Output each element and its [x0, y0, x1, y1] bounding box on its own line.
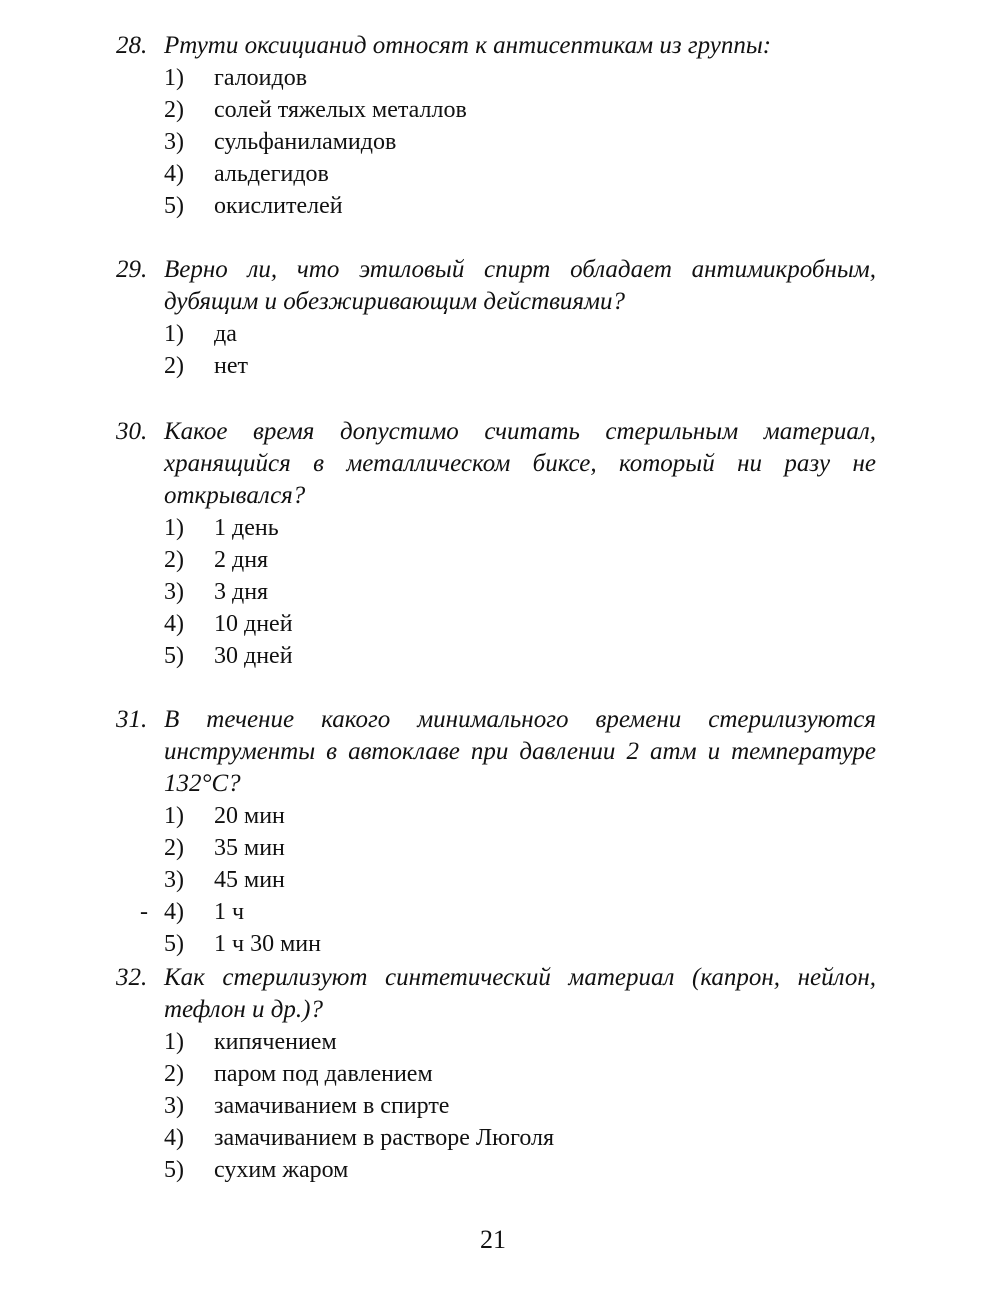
answer-mark: - [140, 899, 148, 925]
option-text: замачиванием в растворе Люголя [214, 1125, 555, 1151]
question-stem [116, 704, 876, 800]
option-text: 10 дней [214, 611, 293, 637]
question-text: Какое время допустимо считать стерильным материал, хранящийся в металлическом биксе, который ни разу не открывался? [164, 418, 876, 509]
answer-option [164, 62, 876, 94]
answer-options [140, 800, 876, 960]
option-number: 1) [164, 321, 184, 347]
answer-option [164, 158, 876, 190]
option-number: 2) [164, 835, 184, 861]
question-stem [116, 254, 876, 318]
option-text: солей тяжелых металлов [214, 97, 467, 123]
answer-option [140, 896, 876, 928]
answer-options [164, 512, 876, 672]
option-number: 1) [164, 803, 184, 829]
option-text: нет [214, 353, 248, 379]
answer-option [164, 350, 876, 382]
question-29 [116, 254, 876, 382]
answer-option [164, 126, 876, 158]
option-text: 1 ч 30 мин [214, 931, 321, 957]
option-number: 3) [164, 579, 184, 605]
option-number: 3) [164, 129, 184, 155]
option-text: сухим жаром [214, 1157, 349, 1183]
option-number: 4) [164, 161, 184, 187]
question-stem [116, 416, 876, 512]
question-text: Верно ли, что этиловый спирт обладает антимикробным, дубящим и обезжиривающим действиями? [164, 256, 876, 315]
option-text: окислителей [214, 193, 343, 219]
answer-options [164, 318, 876, 382]
option-text: 35 мин [214, 835, 285, 861]
option-number: 1) [164, 515, 184, 541]
option-text: альдегидов [214, 161, 329, 187]
question-text: Ртути оксицианид относят к антисептикам из группы: [164, 32, 772, 59]
question-stem [116, 962, 876, 1026]
option-text: да [214, 321, 237, 347]
question-number: 30. [116, 418, 148, 445]
question-28 [116, 30, 876, 222]
question-number: 28. [116, 32, 148, 59]
option-number: 4) [164, 1125, 184, 1151]
option-text: 30 дней [214, 643, 293, 669]
option-text: замачиванием в спирте [214, 1093, 450, 1119]
answer-option [164, 94, 876, 126]
option-text: 1 день [214, 515, 279, 541]
option-text: 45 мин [214, 867, 285, 893]
option-number: 1) [164, 1029, 184, 1055]
option-text: кипячением [214, 1029, 337, 1055]
answer-option [164, 1026, 876, 1058]
answer-option [164, 318, 876, 350]
page-number: 21 [480, 1225, 506, 1254]
option-number: 2) [164, 353, 184, 379]
answer-option [164, 190, 876, 222]
option-number: 2) [164, 1061, 184, 1087]
answer-option [164, 800, 876, 832]
answer-option [164, 1122, 876, 1154]
answer-option [164, 928, 876, 960]
option-number: 5) [164, 193, 184, 219]
option-number: 2) [164, 97, 184, 123]
question-stem [116, 30, 876, 62]
question-text: Как стерилизуют синтетический материал (капрон, нейлон, тефлон и др.)? [164, 964, 876, 1023]
option-text: 1 ч [214, 899, 245, 925]
option-number: 2) [164, 547, 184, 573]
question-text: В течение какого минимального времени стерилизуются инструменты в автоклаве при давлении 2 атм и температуре 132°С? [164, 706, 876, 797]
option-text: 2 дня [214, 547, 269, 573]
option-number: 5) [164, 643, 184, 669]
answer-options [164, 62, 876, 222]
answer-option [164, 512, 876, 544]
option-text: 3 дня [214, 579, 269, 605]
option-text: сульфаниламидов [214, 129, 397, 155]
answer-options [164, 1026, 876, 1186]
question-number: 31. [116, 706, 148, 733]
answer-option [164, 864, 876, 896]
option-number: 3) [164, 867, 184, 893]
answer-option [164, 832, 876, 864]
answer-option [164, 640, 876, 672]
answer-option [164, 1058, 876, 1090]
answer-option [164, 576, 876, 608]
option-number: 4) [164, 899, 184, 925]
option-number: 1) [164, 65, 184, 91]
option-number: 5) [164, 931, 184, 957]
question-30 [116, 416, 876, 672]
option-number: 4) [164, 611, 184, 637]
option-number: 5) [164, 1157, 184, 1183]
question-32 [116, 962, 876, 1186]
option-text: 20 мин [214, 803, 285, 829]
option-number: 3) [164, 1093, 184, 1119]
option-text: галоидов [214, 65, 308, 91]
answer-option [164, 608, 876, 640]
answer-option [164, 1090, 876, 1122]
question-number: 32. [116, 964, 148, 991]
option-text: паром под давлением [214, 1061, 433, 1087]
question-number: 29. [116, 256, 148, 283]
question-31 [116, 704, 876, 960]
answer-option [164, 544, 876, 576]
answer-option [164, 1154, 876, 1186]
